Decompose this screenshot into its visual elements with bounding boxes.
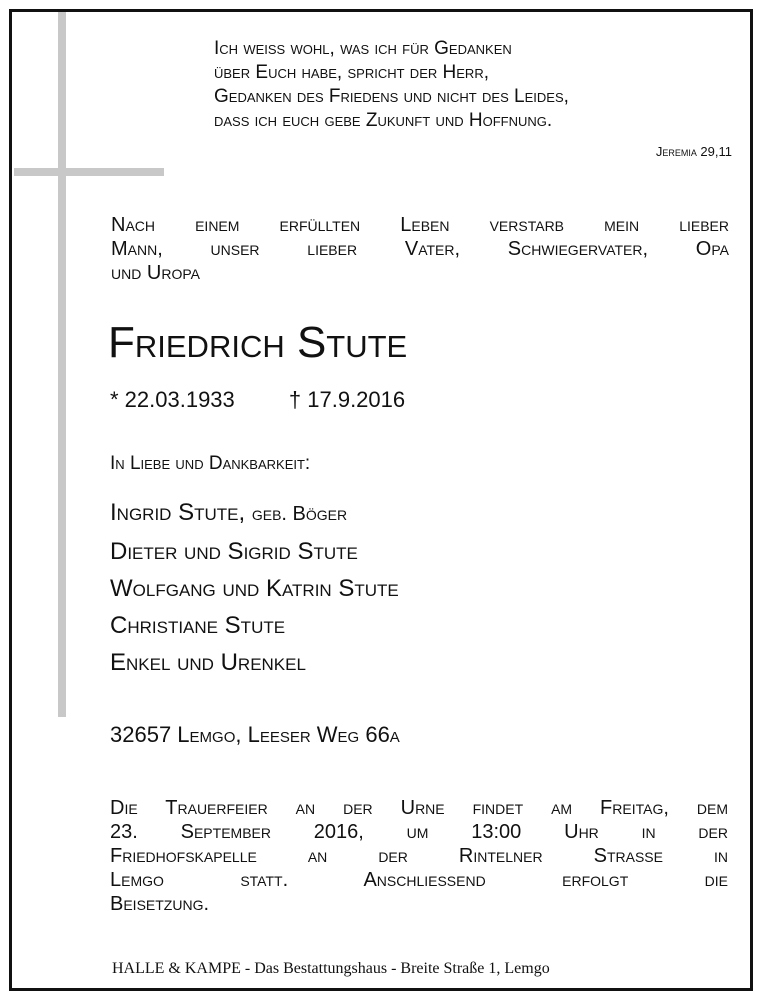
mourner-line bbox=[110, 494, 399, 533]
verse-line: über Euch habe, spricht der Herr, bbox=[214, 62, 489, 83]
mourners-label: In Liebe und Dankbarkeit: bbox=[110, 453, 311, 474]
mourner-line: Wolfgang und Katrin Stute bbox=[110, 575, 399, 602]
intro-text bbox=[111, 213, 729, 285]
ceremony-line: Beisetzung. bbox=[110, 893, 210, 915]
verse-line: Gedanken des Friedens und nicht des Leides, bbox=[214, 86, 569, 107]
life-dates bbox=[110, 387, 405, 413]
verse-reference: Jeremia 29,11 bbox=[655, 144, 732, 159]
mourner-name: Ingrid Stute, bbox=[110, 499, 246, 526]
cross-horizontal-bar bbox=[14, 168, 164, 176]
ceremony-line: 23. September 2016, um 13:00 Uhr in der bbox=[110, 821, 728, 843]
address: 32657 Lemgo, Leeser Weg 66a bbox=[110, 722, 400, 747]
ceremony-line: Friedhofskapelle an der Rintelner Strasse in bbox=[110, 845, 728, 867]
birth-date: * 22.03.1933 bbox=[110, 387, 235, 412]
ceremony-line: Lemgo statt. Anschliessend erfolgt die bbox=[110, 869, 728, 891]
deceased-name: Friedrich Stute bbox=[108, 318, 408, 367]
intro-line: Mann, unser lieber Vater, Schwiegervater, Opa bbox=[111, 238, 729, 260]
ceremony-line: Die Trauerfeier an der Urne findet am Freitag, dem bbox=[110, 797, 728, 819]
verse-line: dass ich euch gebe Zukunft und Hoffnung. bbox=[214, 110, 553, 131]
mourner-line: Christiane Stute bbox=[110, 612, 286, 639]
ceremony-text bbox=[110, 796, 728, 916]
mourners-list bbox=[110, 494, 399, 681]
intro-line: und Uropa bbox=[111, 262, 200, 284]
mourner-line: Enkel und Urenkel bbox=[110, 649, 306, 676]
mourner-line: Dieter und Sigrid Stute bbox=[110, 538, 358, 565]
bible-verse bbox=[214, 37, 714, 133]
intro-line: Nach einem erfüllten Leben verstarb mein lieber bbox=[111, 214, 729, 236]
mourner-note: geb. Böger bbox=[251, 503, 348, 525]
funeral-home-footer: HALLE & KAMPE - Das Bestattungshaus - Breite Straße 1, Lemgo bbox=[112, 960, 550, 977]
cross-vertical-bar bbox=[58, 12, 66, 717]
death-date: † 17.9.2016 bbox=[288, 387, 406, 412]
verse-line: Ich weiss wohl, was ich für Gedanken bbox=[214, 38, 512, 59]
